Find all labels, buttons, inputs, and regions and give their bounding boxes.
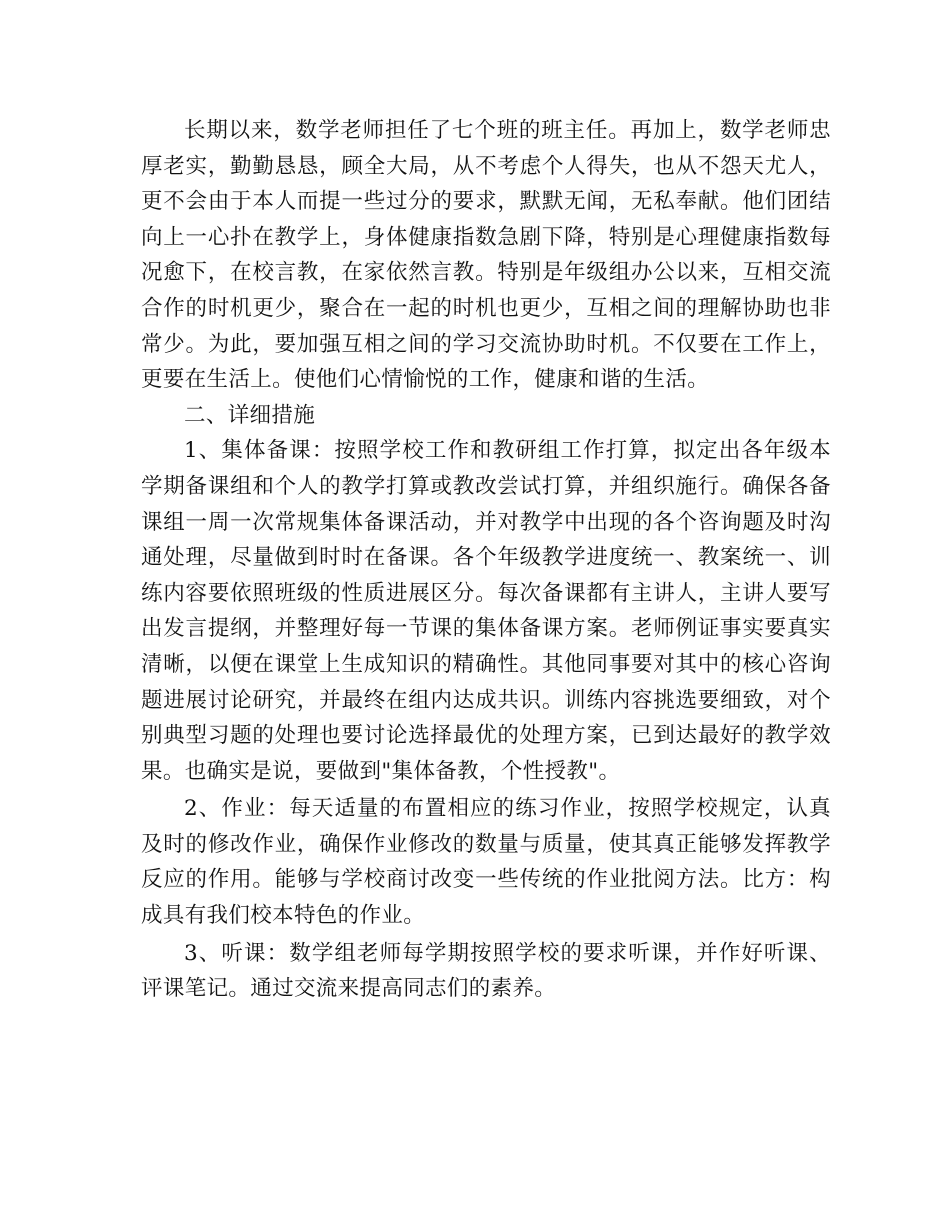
paragraph-class-teacher-workload: 长期以来，数学老师担任了七个班的班主任。再加上，数学老师忠厚老实，勤勤恳恳，顾全大局，从不考虑个人得失，也从不怨天尤人，更不会由于本人而提一些过分的要求，默默无闻，无私奉献。他们团结向上一心扑在教学上，身体健康指数急剧下降，特别是心理健康指数每况愈下，在校言教，在家依然言教。特别是年级组办公以来，互相交流合作的时机更少，聚合在一起的时机也更少，互相之间的理解协助也非常少。为此，要加强互相之间的学习交流协助时机。不仅要在工作上，更要在生活上。使他们心情愉悦的工作，健康和谐的生活。 [141, 118, 831, 393]
paragraph-lesson-observation: 3、听课：数学组老师每学期按照学校的要求听课，并作好听课、评课笔记。通过交流来提高同志们的素养。 [141, 940, 831, 1002]
paragraph-homework: 2、作业：每天适量的布置相应的练习作业，按照学校规定，认真及时的修改作业，确保作业修改的数量与质量，使其真正能够发挥教学反应的作用。能够与学校商讨改变一些传统的作业批阅方法。比方：构成具有我们校本特色的作业。 [141, 796, 831, 929]
section-heading-detailed-measures: 二、详细措施 [184, 402, 316, 428]
document-body [141, 113, 831, 1007]
paragraph-collective-lesson-prep: 1、集体备课：按照学校工作和教研组工作打算，拟定出各年级本学期备课组和个人的教学打算或教改尝试打算，并组织施行。确保各备课组一周一次常规集体备课活动，并对教学中出现的各个咨询题及时沟通处理，尽量做到时时在备课。各个年级教学进度统一、教案统一、训练内容要依照班级的性质进展区分。每次备课都有主讲人，主讲人要写出发言提纲，并整理好每一节课的集体备课方案。老师例证事实要真实清晰，以便在课堂上生成知识的精确性。其他同事要对其中的核心咨询题进展讨论研究，并最终在组内达成共识。训练内容挑选要细致，对个别典型习题的处理也要讨论选择最优的处理方案，已到达最好的教学效果。也确实是说，要做到"集体备教，个性授教"。 [141, 438, 831, 784]
